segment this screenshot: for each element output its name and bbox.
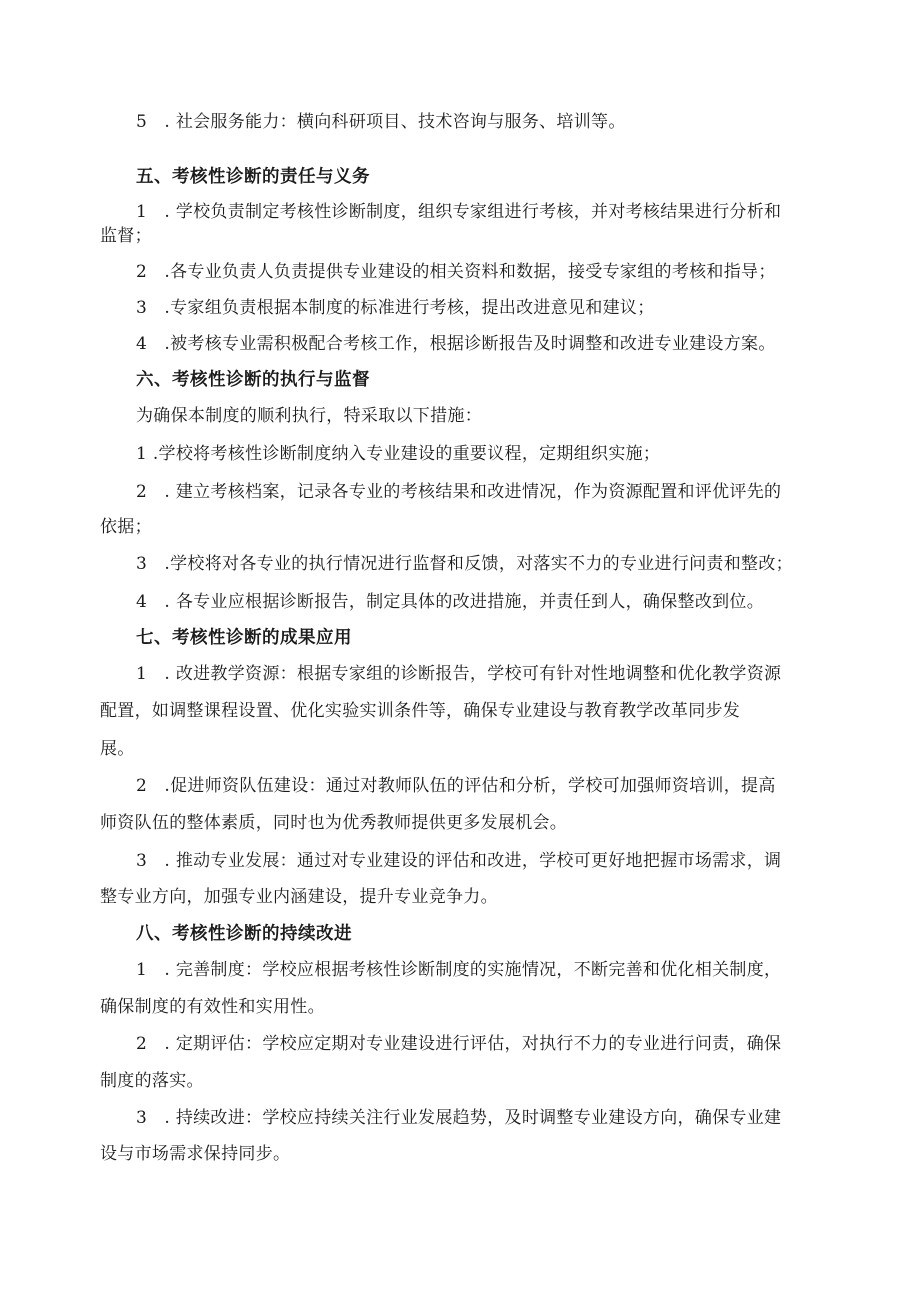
paragraph-line: 2 . 建立考核档案，记录各专业的考核结果和改进情况，作为资源配置和评优评先的 — [136, 482, 782, 502]
section-heading: 八、考核性诊断的持续改进 — [136, 924, 352, 944]
paragraph-line: 2 . 定期评估：学校应定期对专业建设进行评估，对执行不力的专业进行问责，确保 — [136, 1034, 782, 1054]
paragraph-line: 师资队伍的整体素质，同时也为优秀教师提供更多发展机会。 — [100, 813, 568, 833]
paragraph-line: 3 .专家组负责根据本制度的标准进行考核，提出改进意见和建议； — [136, 298, 655, 318]
paragraph-line: 制度的落实。 — [100, 1071, 204, 1091]
section-heading: 五、考核性诊断的责任与义务 — [136, 167, 370, 187]
paragraph-line: 5 . 社会服务能力：横向科研项目、技术咨询与服务、培训等。 — [136, 112, 626, 132]
paragraph-line: 4 . 各专业应根据诊断报告，制定具体的改进措施，并责任到人，确保整改到位。 — [136, 592, 765, 612]
paragraph-line: 3 . 推动专业发展：通过对专业建设的评估和改进，学校可更好地把握市场需求，调 — [136, 851, 782, 871]
paragraph-line: 2 .促进师资队伍建设：通过对教师队伍的评估和分析，学校可加强师资培训，提高 — [136, 776, 776, 796]
section-heading: 六、考核性诊断的执行与监督 — [136, 370, 370, 390]
paragraph-line: 监督； — [100, 226, 152, 246]
paragraph-line: 2 .各专业负责人负责提供专业建设的相关资料和数据，接受专家组的考核和指导； — [136, 262, 776, 282]
paragraph-line: 1 . 学校负责制定考核性诊断制度，组织专家组进行考核，并对考核结果进行分析和 — [136, 202, 782, 222]
paragraph-line: 3 .学校将对各专业的执行情况进行监督和反馈，对落实不力的专业进行问责和整改； — [136, 554, 793, 574]
paragraph-line: 展。 — [100, 739, 135, 759]
paragraph-line: 设与市场需求保持同步。 — [100, 1144, 291, 1164]
paragraph-line: 为确保本制度的顺利执行，特采取以下措施： — [136, 406, 482, 426]
paragraph-line: 1 .学校将考核性诊断制度纳入专业建设的重要议程，定期组织实施； — [136, 444, 661, 464]
section-heading: 七、考核性诊断的成果应用 — [136, 628, 352, 648]
paragraph-line: 配置，如调整课程设置、优化实验实训条件等，确保专业建设与教育教学改革同步发 — [100, 701, 741, 721]
paragraph-line: 4 .被考核专业需积极配合考核工作，根据诊断报告及时调整和改进专业建设方案。 — [136, 334, 776, 354]
paragraph-line: 1 . 完善制度：学校应根据考核性诊断制度的实施情况，不断完善和优化相关制度， — [136, 960, 782, 980]
paragraph-line: 整专业方向，加强专业内涵建设，提升专业竞争力。 — [100, 887, 498, 907]
paragraph-line: 依据； — [100, 517, 152, 537]
paragraph-line: 3 . 持续改进：学校应持续关注行业发展趋势，及时调整专业建设方向，确保专业建 — [136, 1108, 782, 1128]
paragraph-line: 1 . 改进教学资源：根据专家组的诊断报告，学校可有针对性地调整和优化教学资源 — [136, 664, 782, 684]
paragraph-line: 确保制度的有效性和实用性。 — [100, 997, 325, 1017]
